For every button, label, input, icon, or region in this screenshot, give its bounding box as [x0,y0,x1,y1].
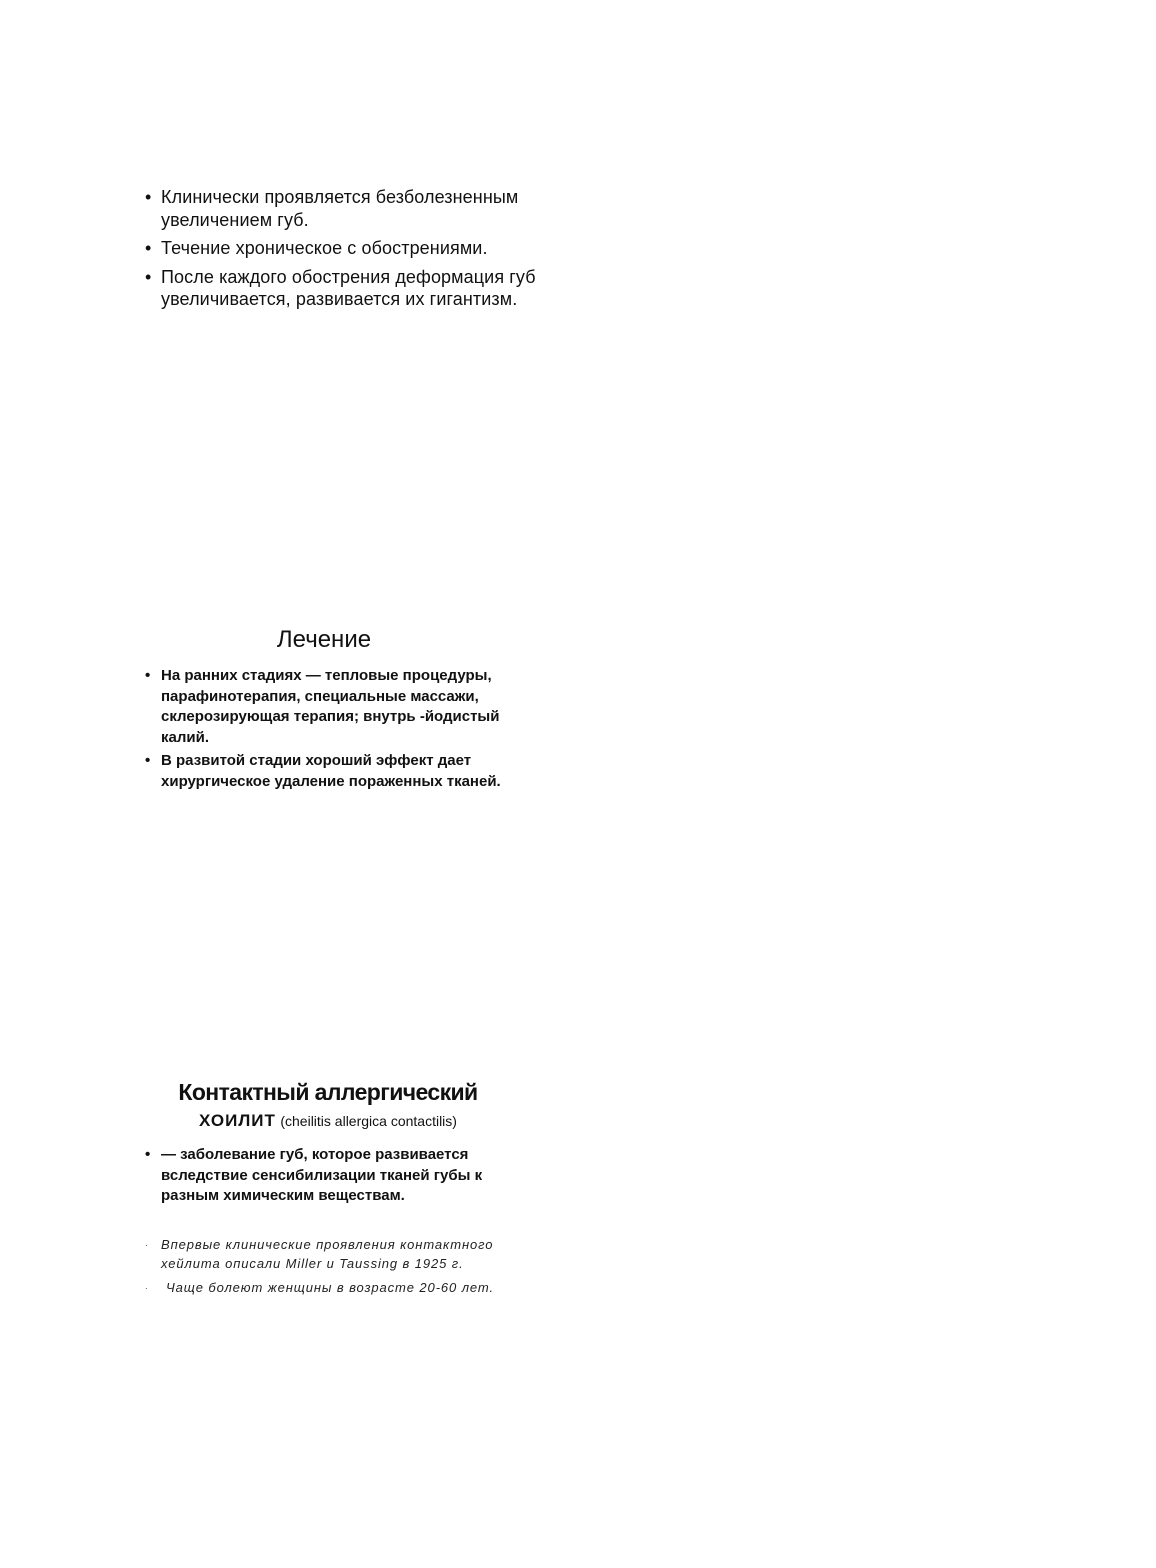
bullet-icon: • [145,1146,151,1163]
list-item [143,186,543,231]
bullet-icon: • [145,238,152,258]
list-item-text: После каждого обострения деформация губ увеличивается, развивается их гигантизм. [161,266,536,309]
note-item [143,1235,543,1273]
note-item [143,1278,543,1297]
treatment-list [143,666,543,792]
list-item [143,751,543,792]
bullet-icon: • [145,667,151,684]
section-subtitle [143,1108,513,1135]
subtitle-main: ХОИЛИТ [199,1111,276,1130]
list-item-text: Клинически проявляется безболезненным увеличением губ. [161,187,519,230]
note-text: Впервые клинические проявления контактного хейлита описали Miller и Taussing в 1925 г. [161,1236,494,1271]
list-item-text: — заболевание губ, которое развивается вследствие сенсибилизации тканей губы к разным химическим веществам. [161,1146,483,1204]
subtitle-latin: (cheilitis allergica contactilis) [280,1113,457,1129]
list-item [143,237,543,260]
bullet-icon: • [145,187,152,207]
small-bullet-icon: · [145,1283,149,1293]
small-bullet-icon: · [145,1240,149,1250]
bullet-icon: • [145,266,152,287]
definition-list [143,1145,543,1207]
symptoms-list [143,186,543,311]
note-text: Чаще болеют женщины в возрасте 20-60 лет. [166,1279,495,1295]
list-item-text: На ранних стадиях — тепловые процедуры, парафинотерапия, специальные массажи, склерозирующая терапия; внутрь -йодистый калий. [161,667,500,746]
bullet-icon: • [145,752,151,769]
symptoms-section [143,186,543,317]
treatment-heading: Лечение [276,626,372,653]
list-item [143,266,543,311]
list-item-text: Течение хроническое с обострениями. [161,238,488,258]
treatment-section [143,624,543,795]
notes-list [143,1235,543,1297]
list-item [143,666,543,748]
contact-cheilitis-section [143,1076,543,1302]
list-item [143,1145,543,1207]
section-title: Контактный аллергический [178,1079,478,1105]
list-item-text: В развитой стадии хороший эффект дает хирургическое удаление пораженных тканей. [161,752,501,790]
